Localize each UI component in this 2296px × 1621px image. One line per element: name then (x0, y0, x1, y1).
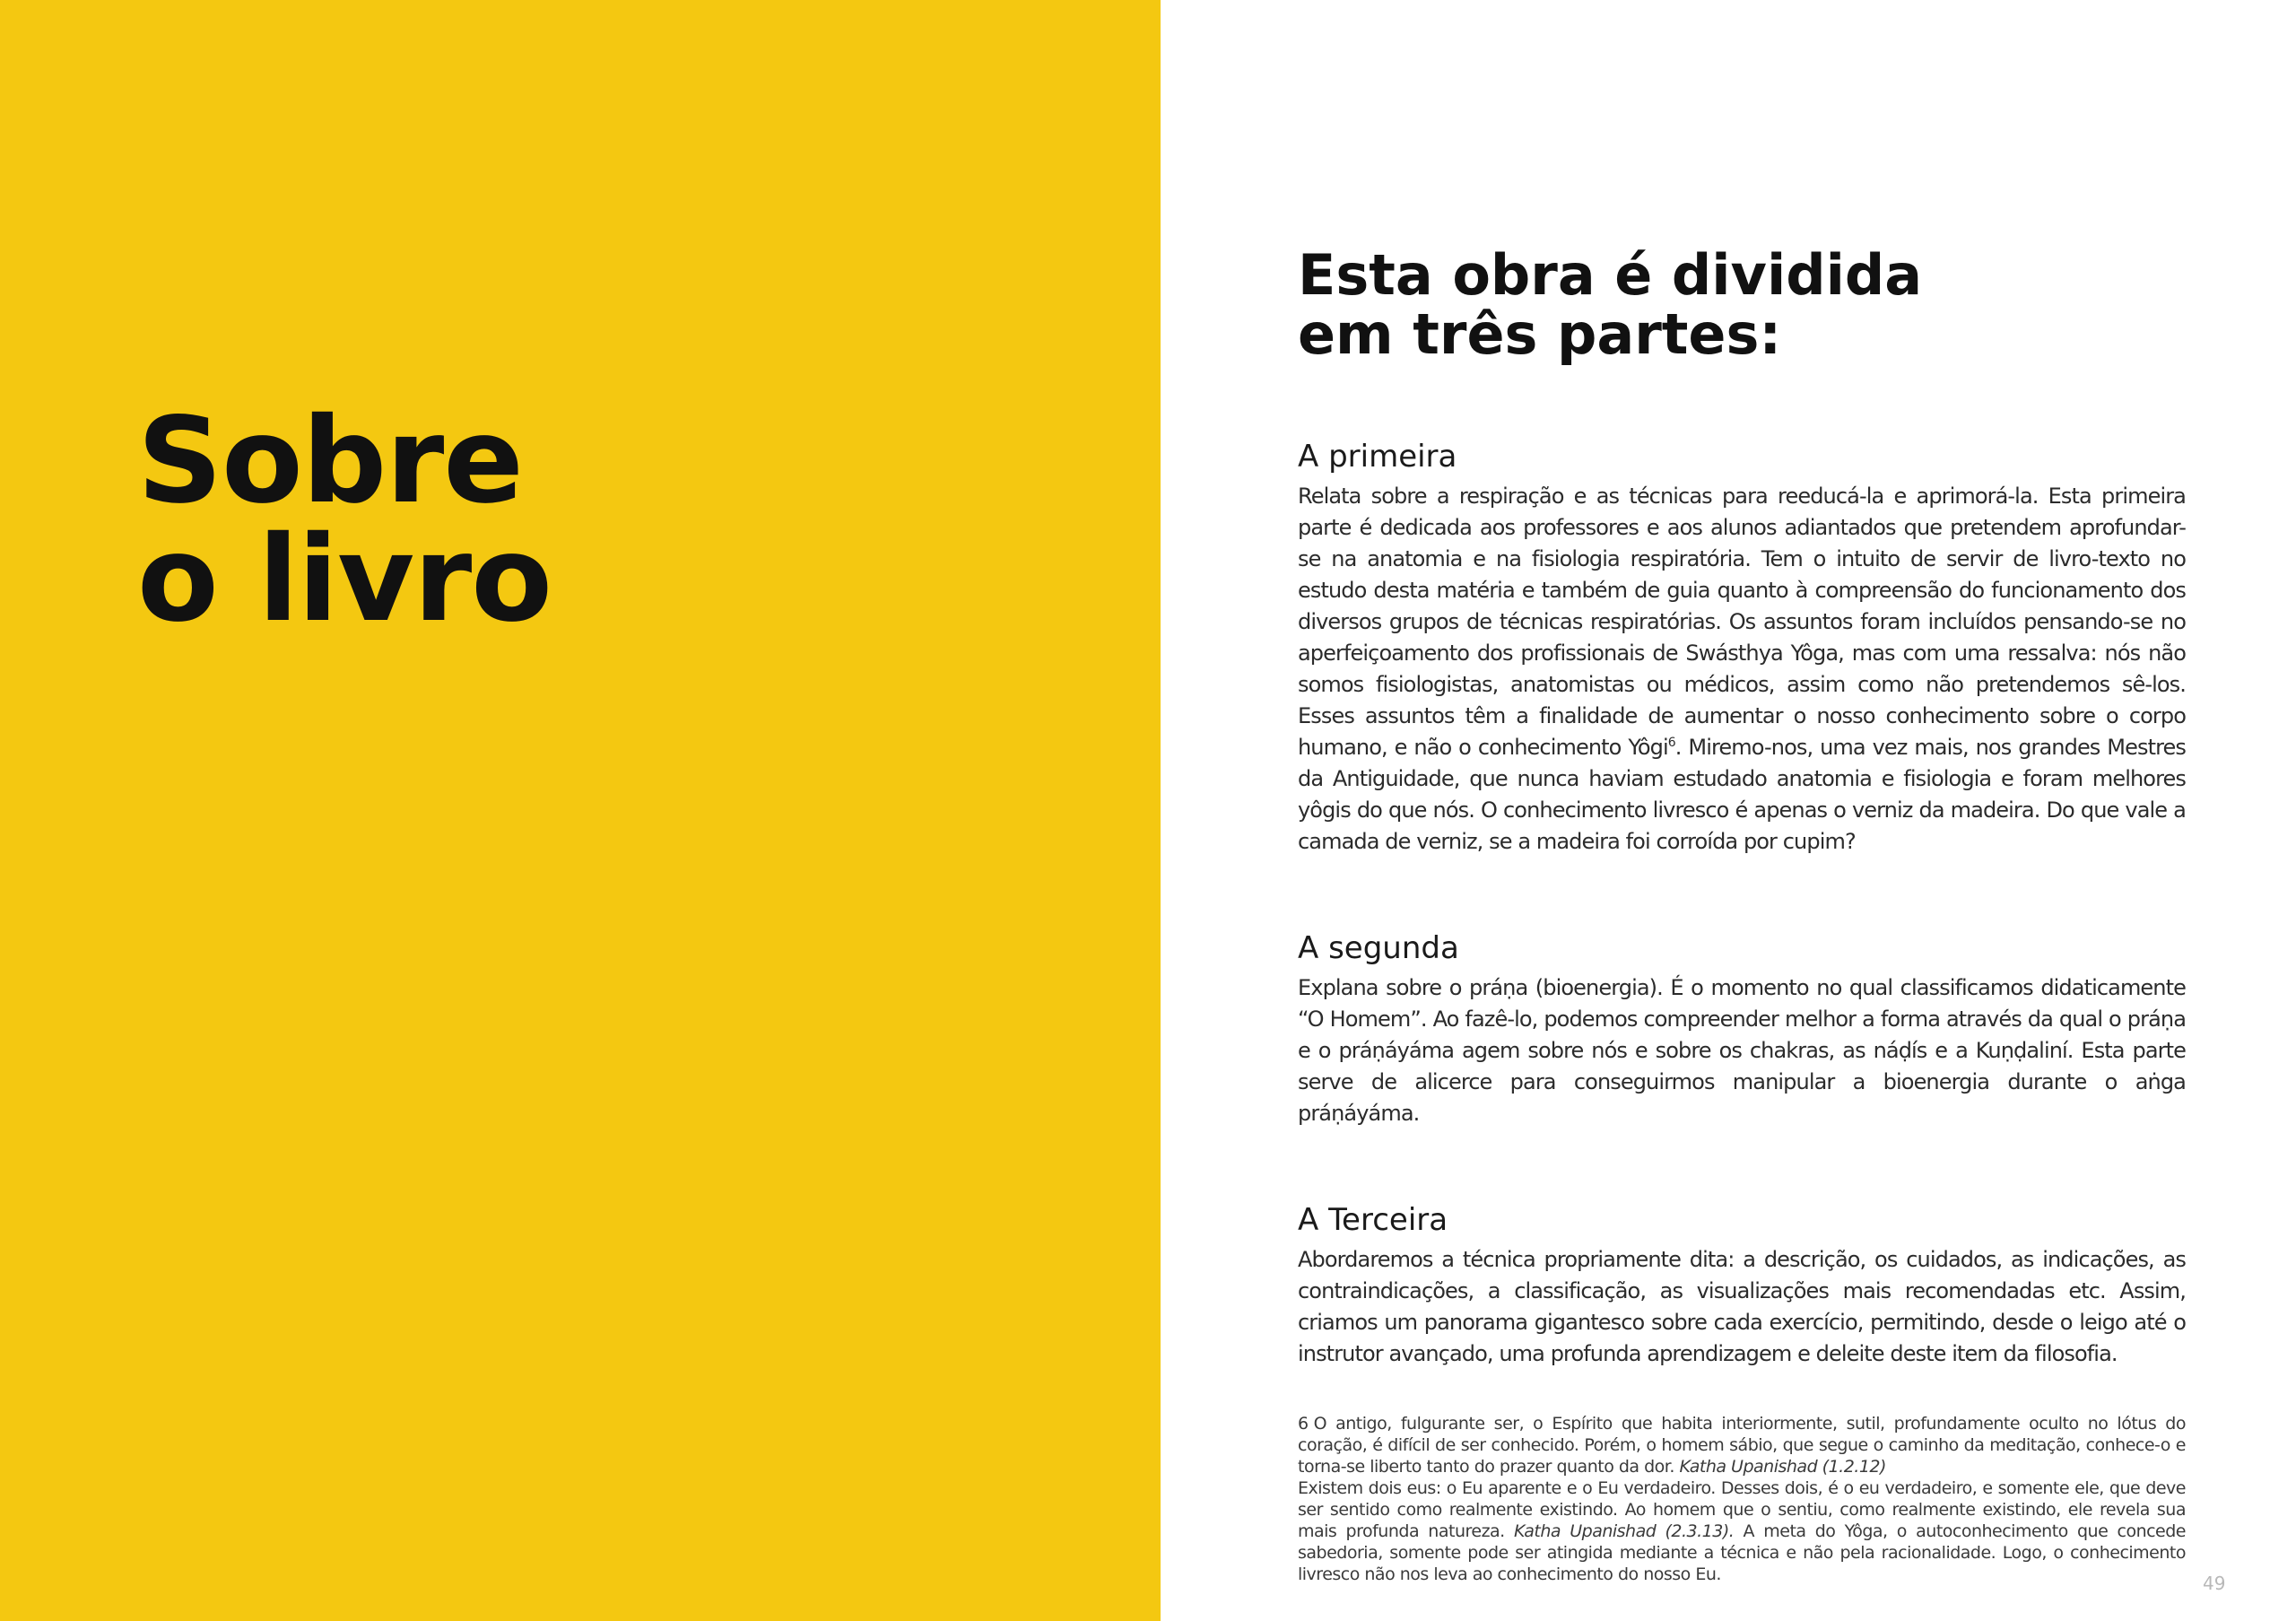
section-body-text: Relata sobre a respiração e as técnicas para reeducá-la e aprimorá-la. Esta primeira parte é dedicada aos professores e aos alunos adiantados que pretendem aprofundar-se na anatomia e na fisiologia respiratória. Tem o intuito de servir de livro-texto no estudo desta matéria e também de guia quanto à compreensão do funcionamento dos diversos grupos de técnicas respiratórias. Os assuntos foram incluídos pensando-se no aperfeiçoamento dos profissionais de Swásthya Yôga, mas com uma ressalva: nós não somos fisiologistas, anatomistas ou médicos, assim como não pretendemos sê-los. Esses assuntos têm a finalidade de aumentar o nosso conhecimento sobre o corpo humano, e não o conhecimento Yôgi (1298, 484, 2186, 760)
section-title: A segunda (1298, 930, 1459, 966)
footnote-text: A meta do Yôga, o autoconhecimento que concede sabedoria, somente pode ser atingida mediante a técnica e não pela racionalidade. Logo, o conhecimento livresco não nos leva ao conhecimento do nosso Eu. (1298, 1521, 2186, 1584)
chapter-title-line-1: Sobre (137, 392, 523, 530)
section-body (1298, 481, 2186, 858)
footnote-text: Existem dois eus: o Eu aparente e o Eu verdadeiro. Desses dois, é o eu verdadeiro, e somente ele, que deve ser sentido como realmente existindo. Ao homem que o sentiu, como realmente existindo, ele revela sua mais profunda natureza. (1298, 1478, 2186, 1541)
page-heading-line-1: Esta obra é dividida (1298, 242, 1923, 308)
page-heading (1298, 242, 2186, 367)
footnotes (1298, 1413, 2186, 1585)
footnote-paragraph-1 (1298, 1413, 2186, 1477)
section-third (1298, 1201, 2186, 1370)
page-number: 49 (2203, 1573, 2226, 1594)
chapter-title-line-2: o livro (137, 510, 552, 649)
section-body-text-continued: . Miremo-nos, uma vez mais, nos grandes Mestres da Antiguidade, que nunca haviam estudado anatomia e fisiologia e foram melhores yôgis do que nós. O conhecimento livresco é apenas o verniz da madeira. Do que vale a camada de verniz, se a madeira foi corroída por cupim? (1298, 735, 2187, 854)
section-title: A primeira (1298, 439, 1457, 475)
footnote-citation: Katha Upanishad (2.3.13). (1513, 1521, 1735, 1541)
footnote-paragraph-2 (1298, 1477, 2186, 1585)
right-page (1161, 0, 2296, 1621)
chapter-title (137, 392, 552, 649)
footnote-number: 6 (1298, 1414, 1309, 1434)
section-body: Abordaremos a técnica propriamente dita: a descrição, os cuidados, as indicações, as contraindicações, a classificação, as visualizações mais recomendadas etc. Assim, criamos um panorama gigantesco sobre cada exercício, permitindo, desde o leigo até o instrutor avançado, uma profunda aprendizagem e deleite deste item da filosofia. (1298, 1247, 2186, 1366)
section-first (1298, 438, 2186, 858)
footnote-text: O antigo, fulgurante ser, o Espírito que habita interiormente, sutil, profundamente oculto no lótus do coração, é difícil de ser conhecido. Porém, o homem sábio, que segue o caminho da meditação, conhece-o e torna-se liberto tanto do prazer quanto da dor. (1298, 1414, 2186, 1477)
section-body: Explana sobre o práṇa (bioenergia). É o momento no qual classificamos didaticamente “O Homem”. Ao fazê-lo, podemos compreender melhor a forma através da qual o práṇa e o práṇáyáma agem sobre nós e sobre os chakras, as náḍís e a Kuṇḍaliní. Esta parte serve de alicerce para conseguirmos manipular a bioenergia durante o aṅga práṇáyáma. (1298, 975, 2186, 1126)
footnote-reference: 6 (1667, 736, 1675, 750)
section-second (1298, 929, 2186, 1129)
page-heading-line-2: em três partes: (1298, 301, 1782, 367)
section-title: A Terceira (1298, 1202, 1448, 1238)
page-content (1298, 242, 2187, 1585)
footnote-citation: Katha Upanishad (1.2.12) (1679, 1457, 1886, 1477)
